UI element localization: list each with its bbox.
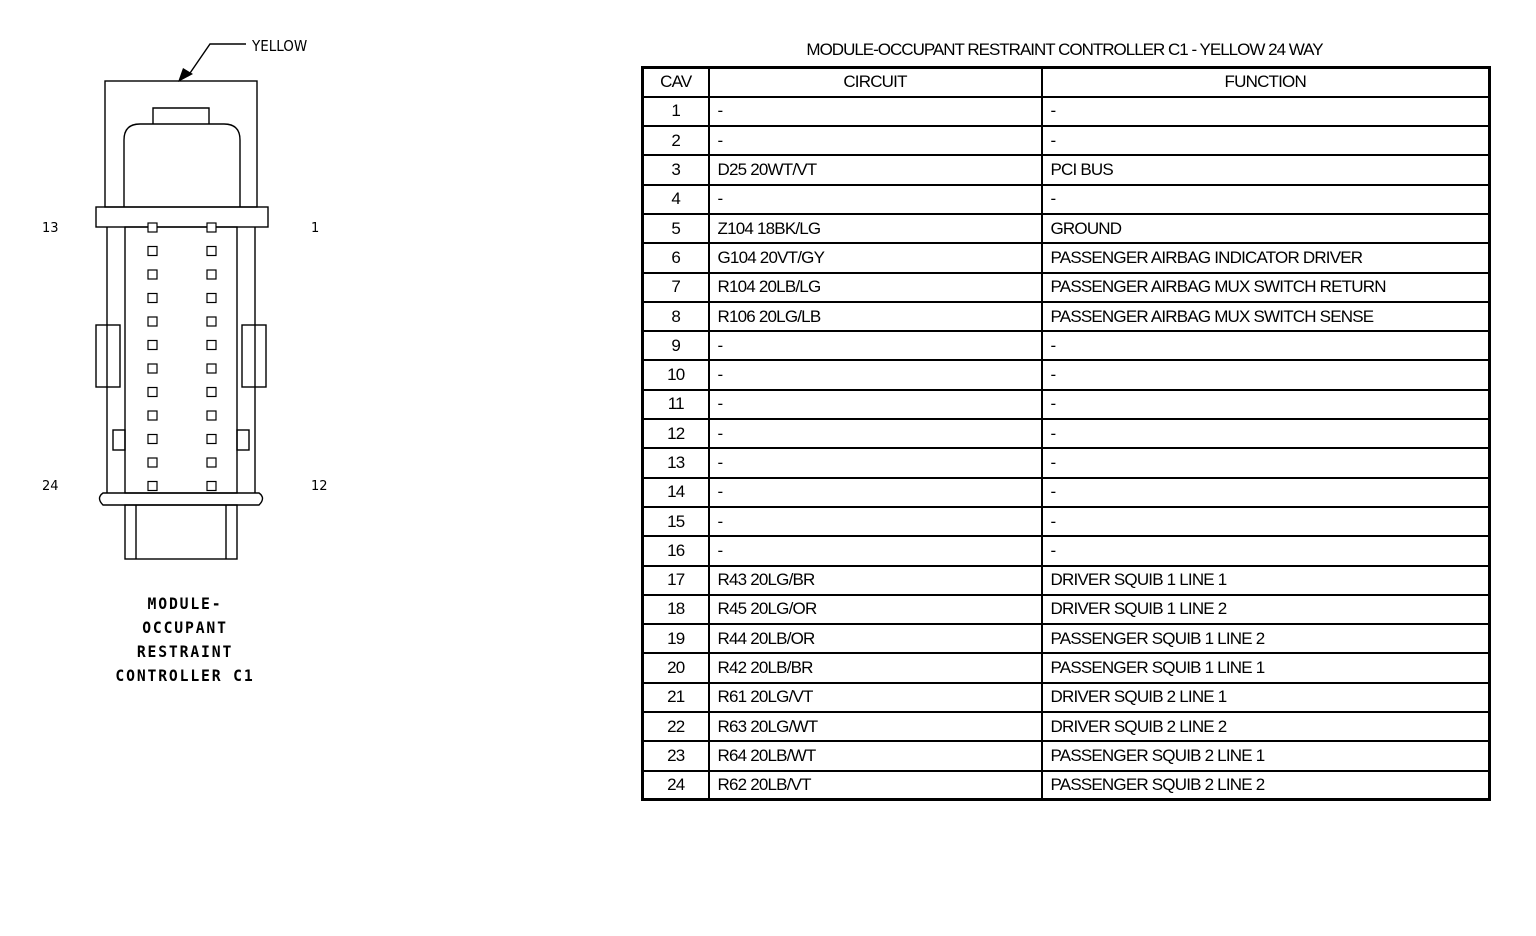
pin-label-top-left: 13	[42, 221, 59, 236]
cell-cav: 6	[643, 243, 709, 272]
table-row	[643, 507, 1490, 536]
cavity-left	[148, 458, 157, 467]
cell-function: -	[1042, 331, 1490, 360]
cell-circuit: R104 20LB/LG	[709, 273, 1042, 302]
cell-cav: 3	[643, 155, 709, 184]
cell-function: PASSENGER SQUIB 1 LINE 2	[1042, 624, 1490, 653]
connector-flange	[96, 207, 268, 227]
table-row	[643, 97, 1490, 126]
cell-circuit: -	[709, 360, 1042, 389]
cell-circuit: -	[709, 390, 1042, 419]
cell-circuit: -	[709, 126, 1042, 155]
color-leader-line	[188, 44, 246, 76]
cell-cav: 17	[643, 566, 709, 595]
table-row	[643, 185, 1490, 214]
cell-cav: 9	[643, 331, 709, 360]
cell-circuit: -	[709, 448, 1042, 477]
cell-circuit: D25 20WT/VT	[709, 155, 1042, 184]
table-row	[643, 214, 1490, 243]
cell-circuit: R61 20LG/VT	[709, 683, 1042, 712]
cell-circuit: -	[709, 478, 1042, 507]
cell-circuit: -	[709, 185, 1042, 214]
cell-cav: 2	[643, 126, 709, 155]
cell-circuit: R45 20LG/OR	[709, 595, 1042, 624]
cell-function: -	[1042, 97, 1490, 126]
cell-cav: 11	[643, 390, 709, 419]
cell-cav: 20	[643, 653, 709, 682]
cavity-right	[207, 294, 216, 303]
cell-circuit: -	[709, 331, 1042, 360]
cell-circuit: R64 20LB/WT	[709, 741, 1042, 770]
cavity-right	[207, 482, 216, 491]
wire-color-label: YELLOW	[252, 37, 308, 55]
table-row	[643, 624, 1490, 653]
table-row	[643, 126, 1490, 155]
connector-caption	[98, 592, 273, 688]
cavity-left	[148, 247, 157, 256]
cell-circuit: -	[709, 419, 1042, 448]
cell-function: -	[1042, 478, 1490, 507]
connector-body	[125, 227, 237, 493]
cell-cav: 14	[643, 478, 709, 507]
cell-circuit: G104 20VT/GY	[709, 243, 1042, 272]
table-row	[643, 478, 1490, 507]
cavity-left	[148, 411, 157, 420]
cell-circuit: R63 20LG/WT	[709, 712, 1042, 741]
cell-circuit: R42 20LB/BR	[709, 653, 1042, 682]
connector-hood	[105, 81, 257, 207]
cell-cav: 24	[643, 771, 709, 800]
side-wing-left	[96, 325, 120, 387]
table-row	[643, 566, 1490, 595]
cell-function: DRIVER SQUIB 1 LINE 2	[1042, 595, 1490, 624]
cavity-left	[148, 223, 157, 232]
table-row	[643, 683, 1490, 712]
cell-cav: 15	[643, 507, 709, 536]
cavity-grid	[148, 223, 216, 491]
header-circuit: CIRCUIT	[709, 68, 1042, 97]
table-header-row	[643, 68, 1490, 97]
cell-circuit: R106 20LG/LB	[709, 302, 1042, 331]
table-row	[643, 536, 1490, 565]
table-row	[643, 243, 1490, 272]
cell-circuit: Z104 18BK/LG	[709, 214, 1042, 243]
cavity-left	[148, 388, 157, 397]
cell-cav: 19	[643, 624, 709, 653]
connector-pigtail	[125, 505, 237, 559]
cell-function: -	[1042, 126, 1490, 155]
table-row	[643, 771, 1490, 800]
cell-circuit: -	[709, 536, 1042, 565]
cell-function: DRIVER SQUIB 2 LINE 1	[1042, 683, 1490, 712]
cell-function: DRIVER SQUIB 1 LINE 1	[1042, 566, 1490, 595]
cavity-right	[207, 388, 216, 397]
cell-function: GROUND	[1042, 214, 1490, 243]
table-row	[643, 155, 1490, 184]
cavity-left	[148, 364, 157, 373]
connector-bottom-lip	[100, 493, 263, 505]
pinout-table	[641, 66, 1491, 801]
cavity-left	[148, 435, 157, 444]
caption-line: MODULE-	[147, 594, 223, 613]
caption-line: RESTRAINT	[136, 642, 234, 661]
table-row	[643, 712, 1490, 741]
table-row	[643, 360, 1490, 389]
cell-function: -	[1042, 360, 1490, 389]
table-body	[643, 97, 1490, 800]
cell-circuit: R44 20LB/OR	[709, 624, 1042, 653]
cavity-right	[207, 223, 216, 232]
header-cav: CAV	[643, 68, 709, 97]
cavity-left	[148, 294, 157, 303]
cell-cav: 7	[643, 273, 709, 302]
table-row	[643, 448, 1490, 477]
cavity-right	[207, 364, 216, 373]
cell-function: PASSENGER SQUIB 1 LINE 1	[1042, 653, 1490, 682]
cell-circuit: R62 20LB/VT	[709, 771, 1042, 800]
color-arrow-head	[178, 68, 193, 82]
cell-cav: 22	[643, 712, 709, 741]
cell-cav: 8	[643, 302, 709, 331]
pin-label-bottom-left: 24	[42, 479, 59, 494]
cell-function: -	[1042, 185, 1490, 214]
connector-drawing	[0, 0, 600, 936]
cavity-left	[148, 317, 157, 326]
cell-circuit: -	[709, 97, 1042, 126]
side-wing-right	[242, 325, 266, 387]
cavity-right	[207, 411, 216, 420]
cavity-right	[207, 341, 216, 350]
table-row	[643, 302, 1490, 331]
cell-cav: 23	[643, 741, 709, 770]
table-row	[643, 390, 1490, 419]
cell-circuit: R43 20LG/BR	[709, 566, 1042, 595]
cell-cav: 12	[643, 419, 709, 448]
cavity-left	[148, 482, 157, 491]
cavity-right	[207, 247, 216, 256]
cell-function: DRIVER SQUIB 2 LINE 2	[1042, 712, 1490, 741]
pin-label-bottom-right: 12	[311, 479, 328, 494]
cell-function: -	[1042, 507, 1490, 536]
cavity-left	[148, 341, 157, 350]
cell-cav: 13	[643, 448, 709, 477]
table-row	[643, 595, 1490, 624]
cell-function: PASSENGER AIRBAG INDICATOR DRIVER	[1042, 243, 1490, 272]
cell-cav: 1	[643, 97, 709, 126]
header-function: FUNCTION	[1042, 68, 1490, 97]
cell-function: -	[1042, 390, 1490, 419]
cavity-right	[207, 458, 216, 467]
cavity-left	[148, 270, 157, 279]
cell-cav: 5	[643, 214, 709, 243]
cell-function: -	[1042, 536, 1490, 565]
connector-latch	[124, 124, 240, 207]
cell-function: PASSENGER AIRBAG MUX SWITCH RETURN	[1042, 273, 1490, 302]
cell-function: PASSENGER AIRBAG MUX SWITCH SENSE	[1042, 302, 1490, 331]
cell-function: -	[1042, 419, 1490, 448]
table-row	[643, 741, 1490, 770]
cell-circuit: -	[709, 507, 1042, 536]
table-row	[643, 653, 1490, 682]
cell-function: PCI BUS	[1042, 155, 1490, 184]
cell-function: PASSENGER SQUIB 2 LINE 1	[1042, 741, 1490, 770]
table-row	[643, 331, 1490, 360]
cell-cav: 21	[643, 683, 709, 712]
cell-function: PASSENGER SQUIB 2 LINE 2	[1042, 771, 1490, 800]
pin-label-top-right: 1	[311, 221, 320, 236]
cavity-right	[207, 270, 216, 279]
cell-cav: 16	[643, 536, 709, 565]
cell-cav: 4	[643, 185, 709, 214]
cell-cav: 18	[643, 595, 709, 624]
caption-line: CONTROLLER C1	[115, 666, 255, 685]
latch-tab	[153, 108, 209, 124]
table-row	[643, 419, 1490, 448]
cavity-right	[207, 435, 216, 444]
table-row	[643, 273, 1490, 302]
cell-cav: 10	[643, 360, 709, 389]
cell-function: -	[1042, 448, 1490, 477]
table-title: MODULE-OCCUPANT RESTRAINT CONTROLLER C1 - YELLOW 24 WAY	[806, 40, 1323, 59]
cavity-right	[207, 317, 216, 326]
caption-line: OCCUPANT	[142, 618, 228, 637]
